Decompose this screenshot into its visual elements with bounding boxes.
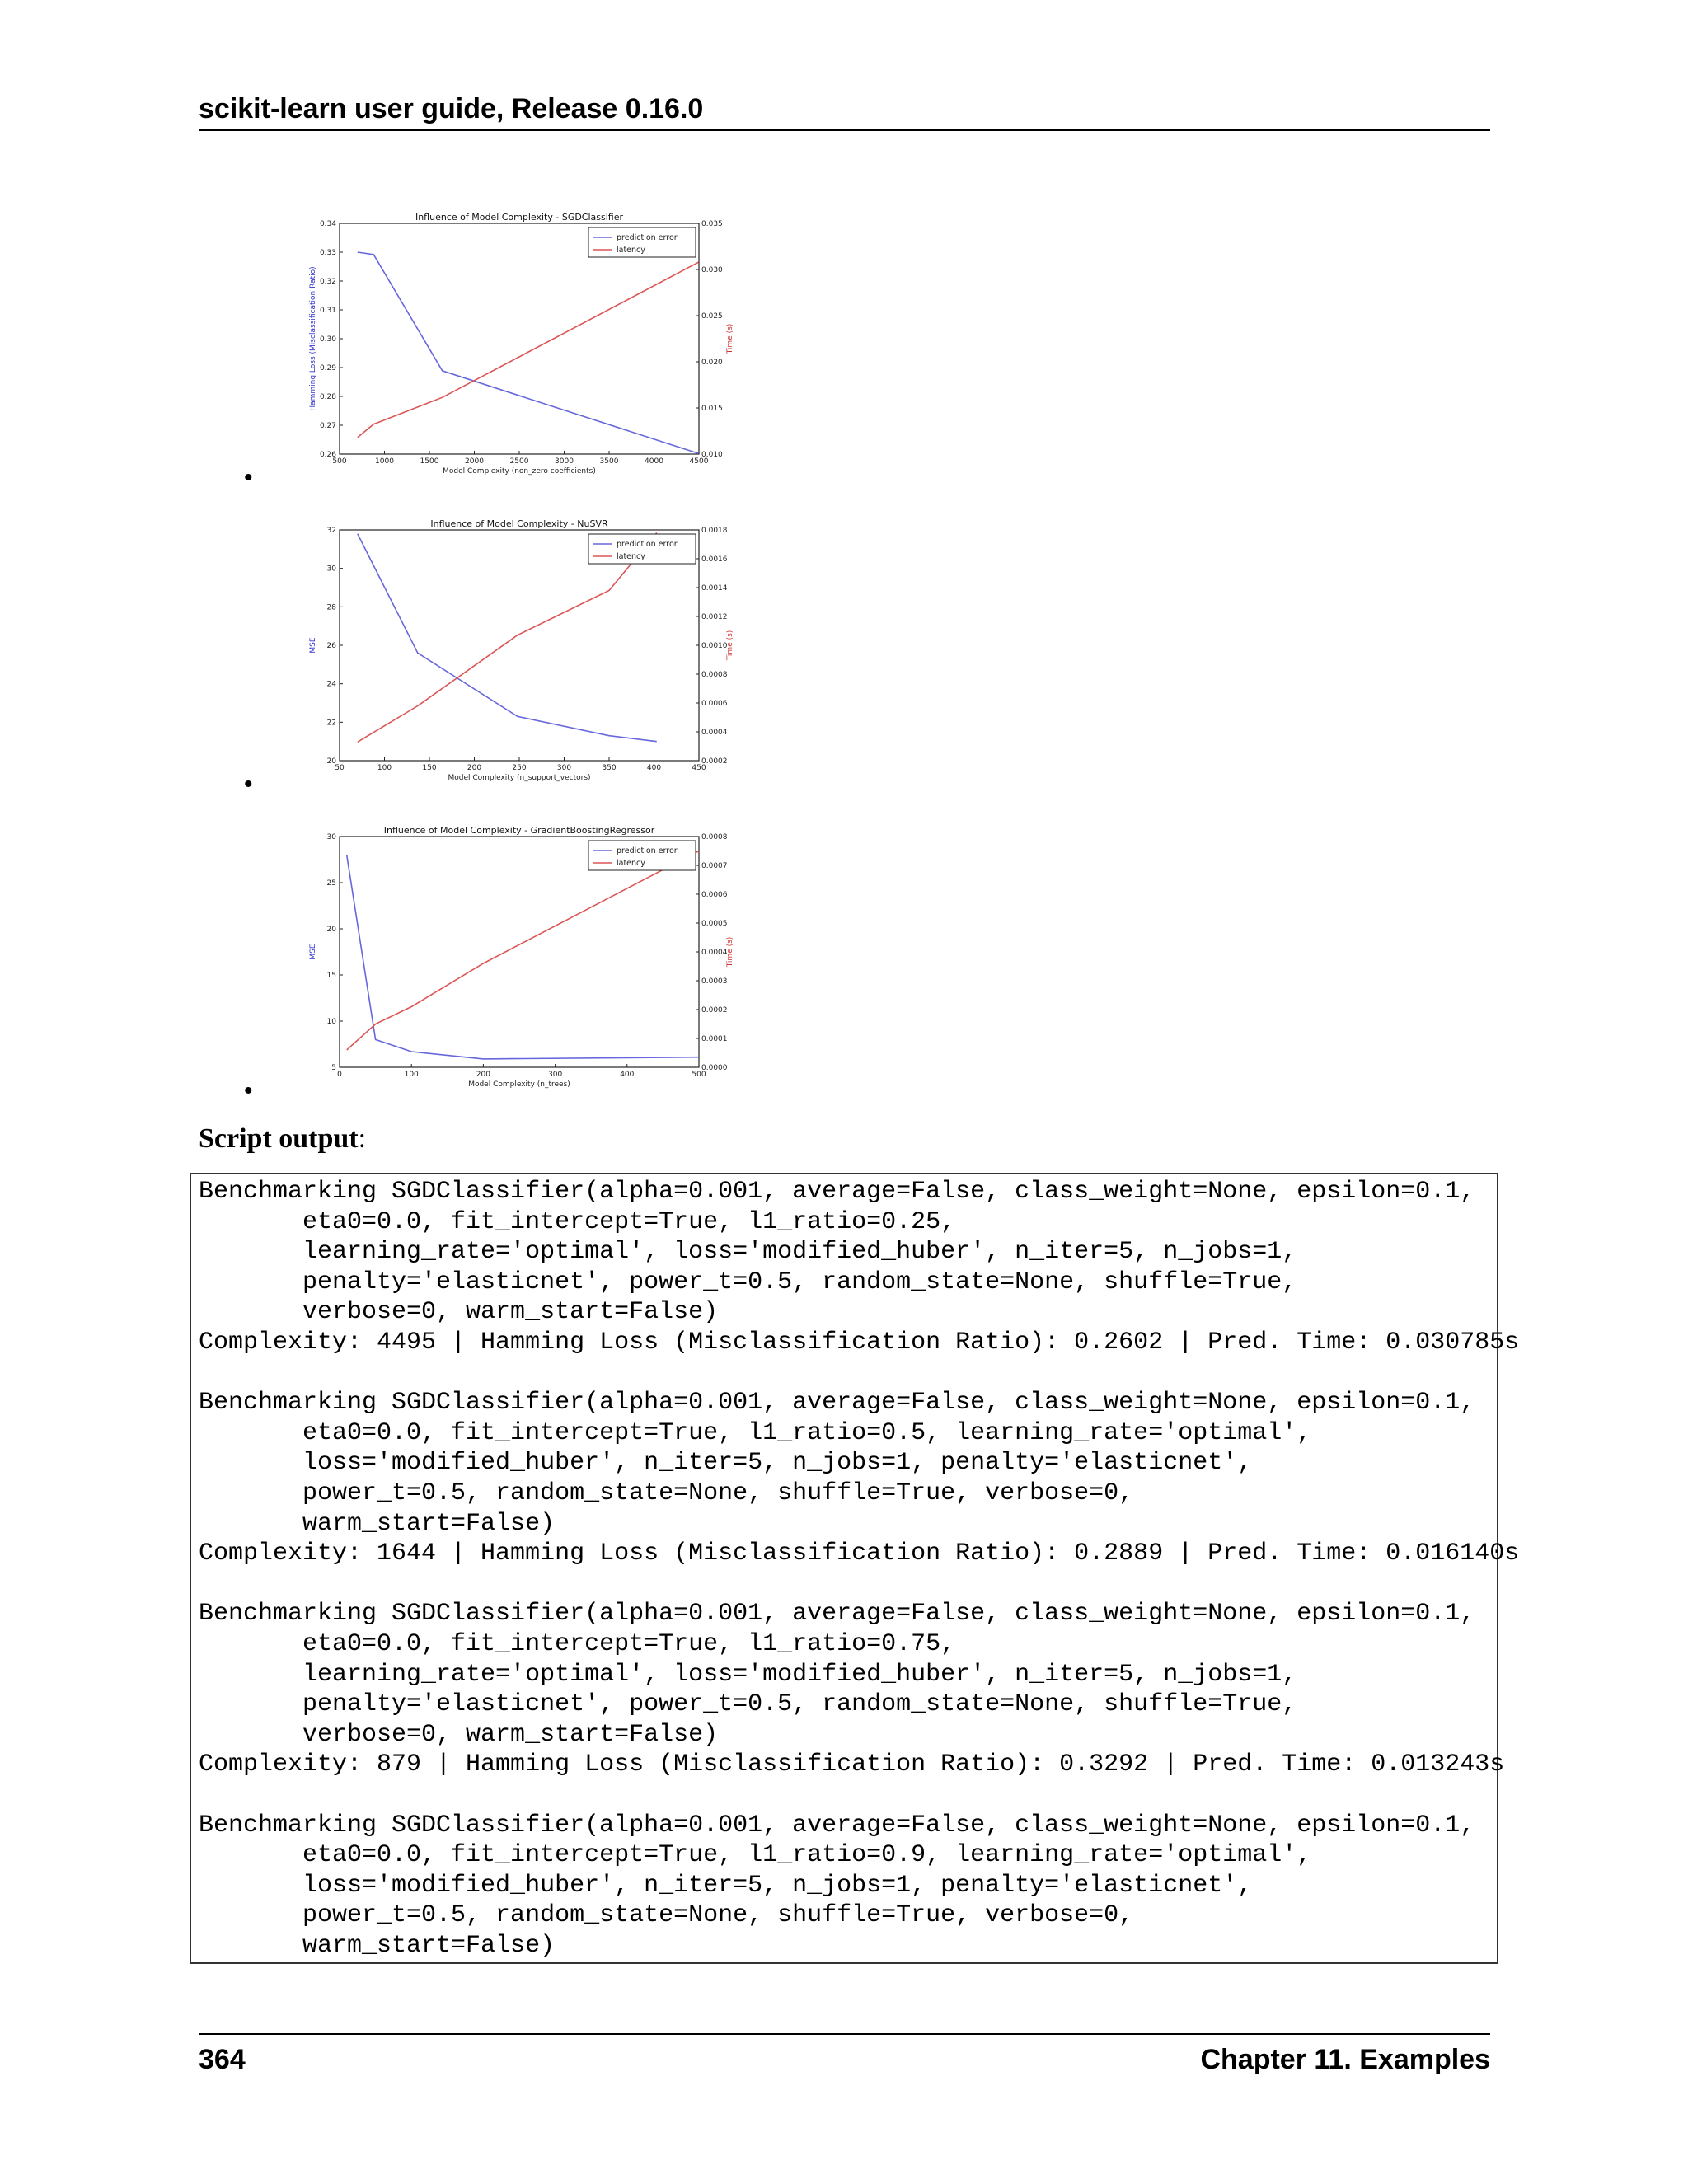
y-right-axis-label: Time (s) (726, 936, 734, 968)
footer-rule (199, 2033, 1490, 2035)
legend-label: latency (617, 552, 645, 561)
y-tick-label: 0.32 (319, 278, 336, 286)
y-tick-label: 10 (326, 1018, 336, 1026)
y-tick-label: 15 (326, 972, 336, 980)
y-right-axis-label: Time (s) (726, 323, 734, 354)
chart-title: Influence of Model Complexity - GradientBoostingRegressor (383, 825, 655, 836)
y-right-tick-label: 0.0005 (701, 920, 728, 928)
y-axis-label: MSE (309, 637, 317, 654)
code-line: Benchmarking SGDClassifier(alpha=0.001, average=False, class_weight=None, epsilon=0.1, (199, 1600, 1475, 1629)
y-tick-label: 25 (326, 879, 336, 888)
y-tick-label: 0.30 (319, 335, 336, 344)
x-tick-label: 300 (556, 764, 572, 772)
x-tick-label: 150 (422, 764, 437, 772)
x-axis-label: Model Complexity (n_support_vectors) (448, 774, 591, 782)
code-line: eta0=0.0, fit_intercept=True, l1_ratio=0.25, (199, 1207, 956, 1236)
x-tick-label: 450 (692, 764, 706, 772)
y-tick-label: 32 (326, 527, 336, 535)
code-line: eta0=0.0, fit_intercept=True, l1_ratio=0.9, learning_rate='optimal', (199, 1841, 1312, 1870)
y-right-tick-label: 0.0007 (701, 862, 728, 870)
chart-title: Influence of Model Complexity - NuSVR (430, 518, 608, 529)
x-tick-label: 100 (377, 764, 392, 772)
y-tick-label: 20 (326, 926, 336, 934)
chart-svg (297, 823, 742, 1095)
code-line: eta0=0.0, fit_intercept=True, l1_ratio=0.5, learning_rate='optimal', (199, 1418, 1312, 1447)
y-right-axis-label: Time (s) (726, 630, 734, 661)
legend-label: latency (617, 246, 645, 255)
plot-frame (340, 223, 699, 454)
x-tick-label: 4000 (645, 457, 663, 466)
code-line: warm_start=False) (199, 1509, 556, 1538)
code-line: Complexity: 4495 | Hamming Loss (Misclassification Ratio): 0.2602 | Pred. Time: 0.030785s (199, 1329, 1520, 1357)
y-right-tick-label: 0.0016 (701, 555, 728, 564)
code-line: warm_start=False) (199, 1932, 556, 1960)
x-tick-label: 500 (332, 457, 347, 466)
y-right-tick-label: 0.010 (701, 451, 723, 459)
plot-frame (340, 837, 699, 1067)
x-tick-label: 50 (335, 764, 345, 772)
y-tick-label: 28 (326, 603, 336, 612)
page-header (199, 89, 1490, 129)
x-tick-label: 200 (467, 764, 482, 772)
header-rule (199, 129, 1490, 131)
y-right-tick-label: 0.0008 (701, 833, 728, 841)
x-tick-label: 300 (548, 1071, 563, 1079)
y-right-tick-label: 0.015 (701, 405, 723, 413)
y-tick-label: 26 (326, 642, 336, 650)
code-line: Benchmarking SGDClassifier(alpha=0.001, average=False, class_weight=None, epsilon=0.1, (199, 1811, 1475, 1840)
code-line: Benchmarking SGDClassifier(alpha=0.001, average=False, class_weight=None, epsilon=0.1, (199, 1389, 1475, 1418)
code-line: loss='modified_huber', n_iter=5, n_jobs=1, penalty='elasticnet', (199, 1871, 1253, 1900)
legend-label: prediction error (617, 233, 678, 242)
x-tick-label: 500 (692, 1071, 706, 1079)
y-tick-label: 0.27 (319, 422, 336, 430)
y-right-tick-label: 0.0014 (701, 584, 728, 593)
x-tick-label: 100 (404, 1071, 419, 1079)
y-right-tick-label: 0.0001 (701, 1035, 728, 1043)
x-tick-label: 350 (602, 764, 617, 772)
x-axis-label: Model Complexity (n_trees) (468, 1080, 570, 1089)
y-tick-label: 24 (326, 680, 336, 689)
y-right-tick-label: 0.0003 (701, 977, 728, 986)
code-line: penalty='elasticnet', power_t=0.5, random_state=None, shuffle=True, (199, 1268, 1297, 1296)
chart-nusvr (297, 517, 742, 789)
y-right-tick-label: 0.0006 (701, 891, 728, 899)
x-tick-label: 3000 (555, 457, 574, 466)
list-bullet: • (244, 771, 253, 798)
legend-label: prediction error (617, 540, 678, 549)
x-tick-label: 200 (476, 1071, 490, 1079)
code-line: loss='modified_huber', n_iter=5, n_jobs=1, penalty='elasticnet', (199, 1449, 1253, 1478)
x-tick-label: 250 (512, 764, 527, 772)
running-title: scikit-learn user guide, Release 0.16.0 (199, 93, 704, 124)
code-line: verbose=0, warm_start=False) (199, 1720, 719, 1749)
code-line: Complexity: 879 | Hamming Loss (Misclassification Ratio): 0.3292 | Pred. Time: 0.013243s (199, 1750, 1505, 1779)
heading-colon: : (358, 1123, 367, 1154)
y-tick-label: 0.34 (319, 220, 336, 228)
y-right-tick-label: 0.035 (701, 220, 723, 228)
x-tick-label: 1000 (375, 457, 394, 466)
x-tick-label: 400 (620, 1071, 635, 1079)
legend-label: latency (617, 859, 645, 868)
y-tick-label: 0.31 (319, 307, 336, 315)
x-tick-label: 2500 (509, 457, 529, 466)
y-tick-label: 0.33 (319, 249, 336, 257)
code-line: Benchmarking SGDClassifier(alpha=0.001, average=False, class_weight=None, epsilon=0.1, (199, 1178, 1475, 1206)
y-tick-label: 5 (331, 1064, 336, 1072)
code-line: learning_rate='optimal', loss='modified_huber', n_iter=5, n_jobs=1, (199, 1660, 1297, 1689)
x-tick-label: 1500 (420, 457, 439, 466)
code-line: penalty='elasticnet', power_t=0.5, random_state=None, shuffle=True, (199, 1690, 1297, 1719)
code-line: power_t=0.5, random_state=None, shuffle=True, verbose=0, (199, 1479, 1134, 1507)
x-tick-label: 2000 (465, 457, 484, 466)
x-tick-label: 3500 (599, 457, 619, 466)
chart-svg (297, 210, 742, 482)
code-line: Complexity: 1644 | Hamming Loss (Misclassification Ratio): 0.2889 | Pred. Time: 0.016140s (199, 1540, 1520, 1568)
y-tick-label: 0.29 (319, 364, 336, 373)
plot-frame (340, 530, 699, 761)
y-tick-label: 20 (326, 757, 336, 766)
y-right-tick-label: 0.020 (701, 359, 723, 367)
y-tick-label: 0.26 (319, 451, 336, 459)
y-right-tick-label: 0.0010 (701, 642, 728, 650)
y-right-tick-label: 0.0004 (701, 729, 728, 737)
y-right-tick-label: 0.0002 (701, 1006, 728, 1015)
x-tick-label: 4500 (689, 457, 709, 466)
page-number: 364 (199, 2044, 246, 2075)
code-line: verbose=0, warm_start=False) (199, 1298, 719, 1327)
y-tick-label: 22 (326, 719, 336, 728)
legend-label: prediction error (617, 846, 678, 855)
x-axis-label: Model Complexity (non_zero coefficients) (443, 467, 596, 476)
code-line: power_t=0.5, random_state=None, shuffle=True, verbose=0, (199, 1901, 1134, 1930)
script-output-label: Script output (199, 1123, 359, 1154)
y-right-tick-label: 0.025 (701, 312, 723, 321)
chapter-label: Chapter 11. Examples (1200, 2044, 1490, 2075)
chart-sgdclassifier (297, 210, 742, 482)
y-right-tick-label: 0.030 (701, 266, 723, 274)
y-axis-label: Hamming Loss (Misclassification Ratio) (309, 266, 317, 411)
y-right-tick-label: 0.0000 (701, 1064, 728, 1072)
list-bullet: • (244, 464, 253, 491)
code-line: eta0=0.0, fit_intercept=True, l1_ratio=0.75, (199, 1630, 956, 1658)
x-tick-label: 0 (337, 1071, 342, 1079)
x-tick-label: 400 (646, 764, 662, 772)
y-tick-label: 30 (326, 565, 336, 574)
y-right-tick-label: 0.0006 (701, 700, 728, 708)
chart-title: Influence of Model Complexity - SGDClassifier (415, 212, 624, 223)
y-right-tick-label: 0.0018 (701, 527, 728, 535)
script-output-heading (199, 1121, 366, 1157)
y-right-tick-label: 0.0008 (701, 671, 728, 679)
list-bullet: • (244, 1077, 253, 1104)
code-line: learning_rate='optimal', loss='modified_huber', n_iter=5, n_jobs=1, (199, 1238, 1297, 1267)
y-axis-label: MSE (309, 944, 317, 960)
y-tick-label: 0.28 (319, 393, 336, 401)
y-right-tick-label: 0.0004 (701, 949, 728, 957)
y-tick-label: 30 (326, 833, 336, 841)
chart-gradient-boosting (297, 823, 742, 1095)
y-right-tick-label: 0.0012 (701, 613, 728, 621)
y-right-tick-label: 0.0002 (701, 757, 728, 766)
chart-svg (297, 517, 742, 789)
